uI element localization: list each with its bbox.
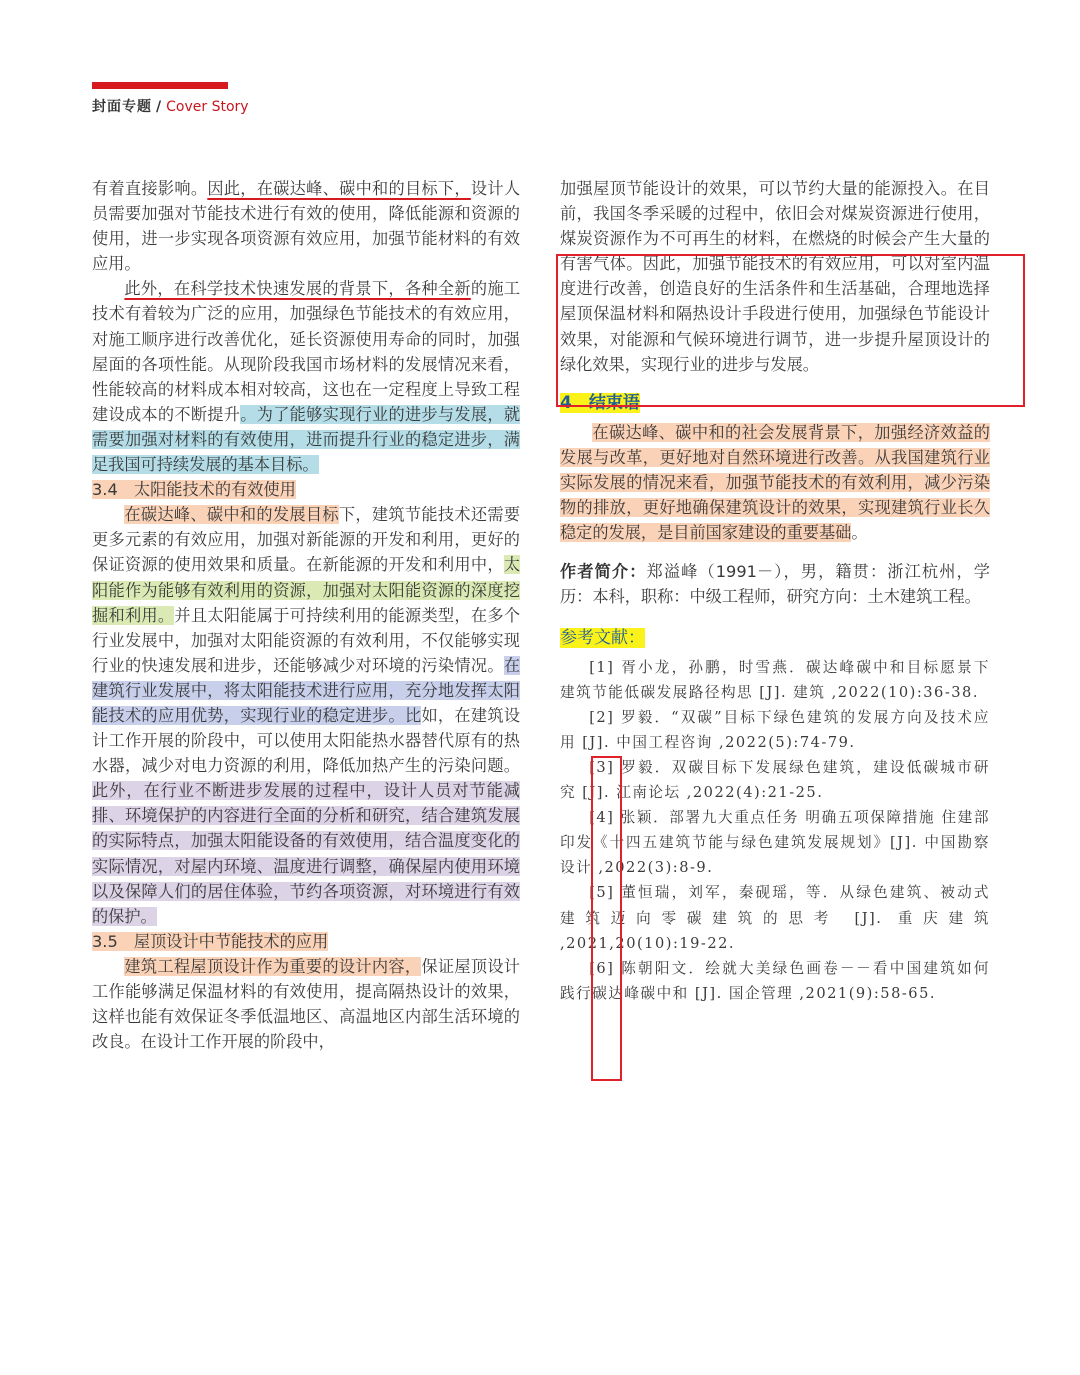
reference-item: [1] 胥小龙，孙鹏，时雪燕．碳达峰碳中和目标愿景下建筑节能低碳发展路径构思 [J]. 建筑 ,2022(10):36-38. [560,658,990,701]
highlighted-text: 太阳能作为能够有效利用的资源，加强对太阳能资源的深度挖掘和利用。 [92,555,520,625]
section-header [92,96,249,116]
reference-item: [5] 董恒瑞，刘军，秦砚瑶，等．从绿色建筑、被动式建筑迈向零碳建筑的思考 [J]. 重庆建筑 ,2021,20(10):19-22. [560,884,990,952]
paragraph: 此外，在科学技术快速发展的背景下，各种全新的施工技术有着较为广泛的应用，加强绿色节能技术的有效应用，对施工顺序进行改善优化，延长资源使用寿命的同时，加强屋面的各项性能。从现阶段我国市场材料的发展情况来看，性能较高的材料成本相对较高，这也在一定程度上导致工程建设成本的不断提升。为了能够实现行业的进步与发展，就需要加强对材料的有效使用，进而提升行业的稳定进步，满足我国可持续发展的基本目标。 [92,279,521,475]
left-column [92,176,520,1054]
paragraph: 在碳达峰、碳中和的发展目标下，建筑节能技术还需要更多元素的有效应用，加强对新能源的开发和利用，更好的保证资源的使用效果和质量。在新能源的开发和利用中，太阳能作为能够有效利用的资源，加强对太阳能资源的深度挖掘和利用。并且太阳能属于可持续利用的能源类型，在多个行业发展中，加强对太阳能资源的有效利用，不仅能够实现行业的快速发展和进步，还能够减少对环境的污染情况。在建筑行业发展中，将太阳能技术进行应用，充分地发挥太阳能技术的应用优势，实现行业的稳定进步。比如，在建筑设计工作开展的阶段中，可以使用太阳能热水器替代原有的热水器，减少对电力资源的利用，降低加热产生的污染问题。此外，在行业不断进步发展的过程中，设计人员对节能减排、环境保护的内容进行全面的分析和研究，结合建筑发展的实际特点，加强太阳能设备的有效使用，结合温度变化的实际情况，对屋内环境、温度进行调整，确保屋内使用环境以及保障人们的居住体验，节约各项资源，对环境进行有效的保护。 [92,505,521,926]
header-label-en: Cover Story [166,99,249,115]
underlined-text: 因此，在碳达峰、碳中和的目标下， [207,179,471,198]
highlighted-text: 建筑工程屋顶设计作为重要的设计内容， [124,956,422,976]
paragraph: 加强屋顶节能设计的效果，可以节约大量的能源投入。在目前，我国冬季采暖的过程中，依旧会对煤炭资源进行使用，煤炭资源作为不可再生的材料，在燃烧的时候会产生大量的有害气体。因此，加强节能技术的有效应用，可以对室内温度进行改善，创造良好的生活条件和生活基础，合理地选择屋顶保温材料和隔热设计手段进行使用，加强绿色节能设计效果，对能源和气候环境进行调节，进一步提升屋顶设计的绿化效果，实现行业的进步与发展。 [560,179,990,374]
highlighted-text: 在碳达峰、碳中和的发展目标 [124,505,339,525]
section-heading-3-5: 3.5 屋顶设计中节能技术的应用 [92,931,329,951]
header-separator: / [156,99,163,115]
references-title: 参考文献： [560,627,645,648]
author-bio-text: 郑溢峰（1991－），男，籍贯：浙江杭州，学历：本科，职称：中级工程师，研究方向：土木建筑工程。 [560,562,990,607]
highlighted-text: 。为了能够实现行业的进步与发展，就需要加强对材料的有效使用，进而提升行业的稳定进步，满足我国可持续发展的基本目标。 [92,404,521,475]
header-accent-bar [92,82,228,89]
highlighted-text: 此外，在行业不断进步发展的过程中，设计人员对节能减排、环境保护的内容进行全面的分析和研究，结合建筑发展的实际特点，加强太阳能设备的有效使用，结合温度变化的实际情况，对屋内环境、温度进行调整，确保屋内使用环境以及保障人们的居住体验，节约各项资源，对环境进行有效的保护。 [92,781,520,926]
reference-list [560,655,990,1006]
annotation-box-reference-numbers [591,756,622,1081]
section-heading-3-4: 3.4 太阳能技术的有效使用 [92,480,296,500]
author-bio-label: 作者简介： [560,562,647,582]
reference-item: [4] 张颖．部署九大重点任务 明确五项保障措施 住建部印发《十四五建筑节能与绿色建筑发展规划》[J]. 中国勘察设计 ,2022(3):8-9. [560,809,990,877]
annotation-box-paragraph [556,254,1025,407]
header-label-cn: 封面专题 [92,99,152,115]
paragraph: 在碳达峰、碳中和的社会发展背景下，加强经济效益的发展与改革，更好地对自然环境进行改善。从我国建筑行业实际发展的情况来看，加强节能技术的有效利用，减少污染物的排放，更好地确保建筑设计的效果，实现建筑行业长久稳定的发展，是目前国家建设的重要基础。 [560,422,990,543]
section-heading-conclusion: 4 结束语 [560,392,640,413]
paragraph: 有着直接影响。因此，在碳达峰、碳中和的目标下，设计人员需要加强对节能技术进行有效的使用，降低能源和资源的使用，进一步实现各项资源有效应用，加强节能材料的有效应用。 [92,179,521,274]
underlined-text: 此外，在科学技术快速发展的背景下，各种全新 [124,279,471,299]
highlighted-text: 在建筑行业发展中，将太阳能技术进行应用，充分地发挥太阳能技术的应用优势，实现行业的稳定进步。比 [92,655,520,725]
paragraph: 建筑工程屋顶设计作为重要的设计内容，保证屋顶设计工作能够满足保温材料的有效使用，提高隔热设计的效果，这样也能有效保证冬季低温地区、高温地区内部生活环境的改良。在设计工作开展的阶段中， [92,956,520,1052]
reference-item: [2] 罗毅．“双碳”目标下绿色建筑的发展方向及技术应用 [J]. 中国工程咨询 ,2022(5):74-79. [560,708,990,751]
reference-item: [3] 罗毅．双碳目标下发展绿色建筑，建设低碳城市研究 [J]. 江南论坛 ,2022(4):21-25. [560,758,990,802]
reference-item: [6] 陈朝阳文．绘就大美绿色画卷－－看中国建筑如何践行碳达峰碳中和 [J]. 国企管理 ,2021(9):58-65. [560,959,990,1002]
author-bio [560,559,990,609]
highlighted-text: 在碳达峰、碳中和的社会发展背景下，加强经济效益的发展与改革，更好地对自然环境进行改善。从我国建筑行业实际发展的情况来看，加强节能技术的有效利用，减少污染物的排放，更好地确保建筑设计的效果，实现建筑行业长久稳定的发展，是目前国家建设的重要基础 [560,422,990,543]
